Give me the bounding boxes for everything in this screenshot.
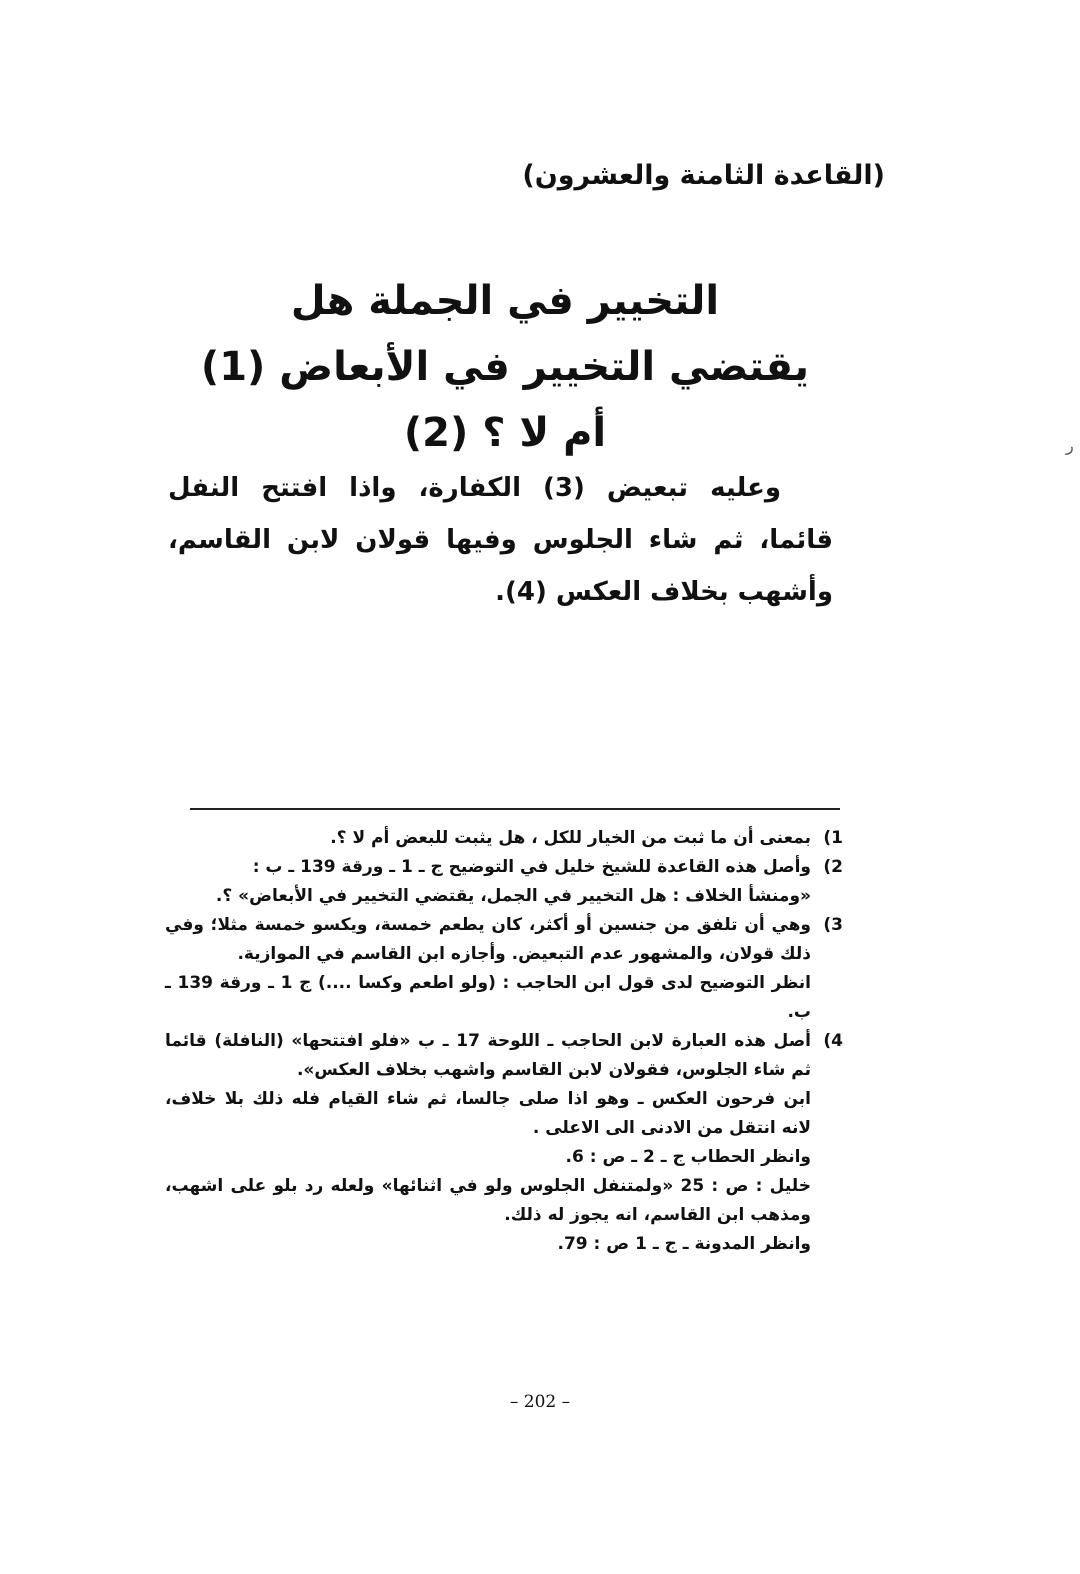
page-number: – 202 – (509, 1392, 571, 1412)
rule-label: (القاعدة الثامنة والعشرون) (522, 160, 885, 191)
footnotes (165, 824, 843, 1259)
footnote-number: (4 (823, 1031, 843, 1051)
footnote-line: ابن فرحون العكس ـ وهو اذا صلى جالسا، ثم شاء القيام فله ذلك بلا خلاف، لانه انتقل من الادنى الى الاعلى . (165, 1089, 811, 1138)
footnote-line: «ومنشأ الخلاف : هل التخيير في الجمل، يقتضي التخيير في الأبعاض» ؟. (215, 886, 811, 906)
footnote-line: أصل هذه العبارة لابن الحاجب ـ اللوحة 17 ـ ب «فلو افتتحها» (النافلة) قائما ثم شاء الجلوس، فقولان لابن القاسم واشهب بخلاف العكس». (165, 1031, 811, 1080)
page-title (190, 268, 820, 466)
body-paragraph (168, 462, 833, 618)
footnote-line: بمعنى أن ما ثبت من الخيار للكل ، هل يثبت للبعض أم لا ؟. (330, 828, 811, 848)
footnote-3 (165, 911, 843, 1027)
title-line-2: يقتضي التخيير في الأبعاض (1) أم لا ؟ (2) (200, 344, 810, 456)
footnote-divider (190, 808, 840, 810)
footnote-line: خليل : ص : 25 «ولمتنفل الجلوس ولو في اثنائها» ولعله رد بلو على اشهب، ومذهب ابن القاسم، انه يجوز له ذلك. (165, 1176, 811, 1225)
title-line-1: التخيير في الجملة هل (290, 278, 720, 324)
footnote-line: انظر التوضيح لدى قول ابن الحاجب : (ولو اطعم وكسا ....) ج 1 ـ ورقة 139 ـ ب. (165, 973, 811, 1022)
scan-mark: ر (1066, 436, 1074, 455)
footnote-1 (165, 824, 843, 853)
footnote-4 (165, 1027, 843, 1259)
footnote-line: وانظر الحطاب ج ـ 2 ـ ص : 6. (565, 1147, 811, 1167)
footnote-line: وأصل هذه القاعدة للشيخ خليل في التوضيح ج ـ 1 ـ ورقة 139 ـ ب : (252, 857, 811, 877)
body-paragraph-text: وعليه تبعيض (3) الكفارة، واذا افتتح النفل قائما، ثم شاء الجلوس وفيها قولان لابن القاسم، وأشهب بخلاف العكس (4). (168, 473, 833, 607)
footnote-number: (1 (823, 828, 843, 848)
footnote-number: (3 (823, 915, 843, 935)
footnote-line: وانظر المدونة ـ ج ـ 1 ص : 79. (557, 1234, 811, 1254)
footnote-2 (165, 853, 843, 911)
footnote-line: وهي أن تلفق من جنسين أو أكثر، كان يطعم خمسة، ويكسو خمسة مثلا؛ وفي ذلك قولان، والمشهور عدم التبعيض. وأجازه ابن القاسم في الموازية. (165, 915, 811, 964)
footnote-number: (2 (823, 857, 843, 877)
